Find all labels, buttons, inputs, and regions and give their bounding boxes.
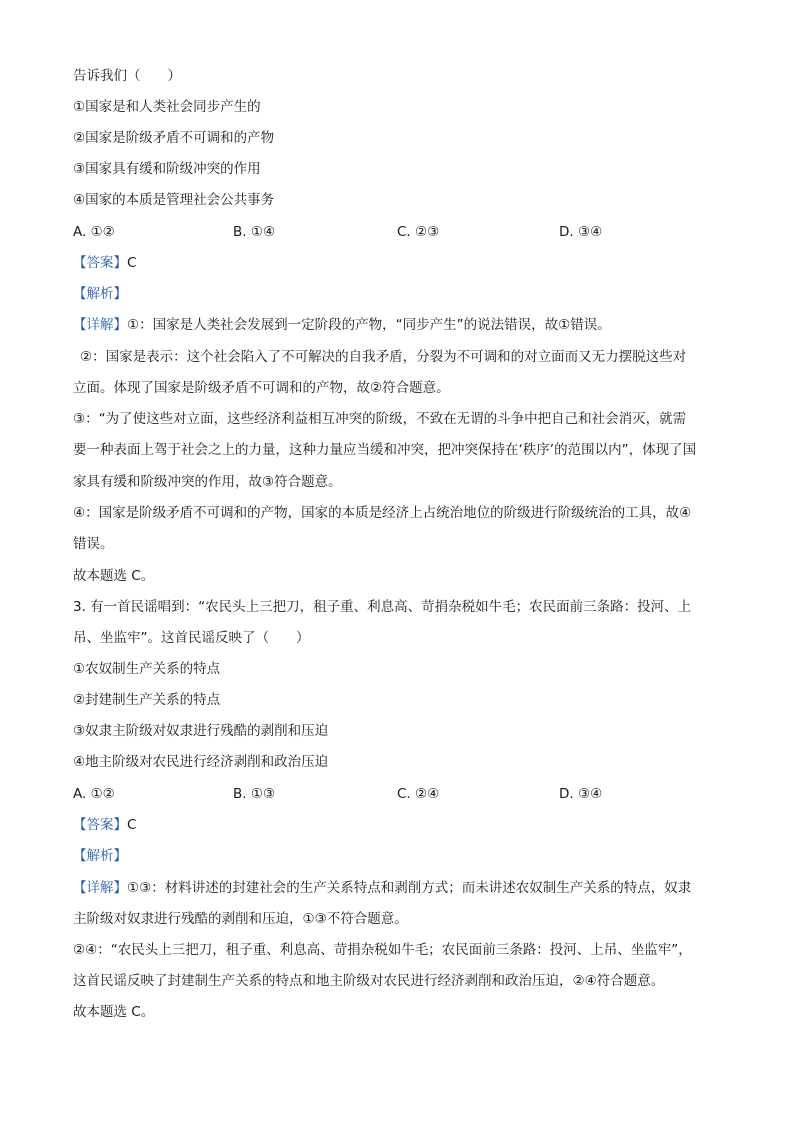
q3-stem-line-2: 吊、坐监牢”。这首民谣反映了（ ） bbox=[73, 630, 310, 646]
q2-conclusion: 故本题选 C。 bbox=[73, 568, 155, 584]
q3-answer-value: C bbox=[127, 817, 137, 833]
q2-stem-tail: 告诉我们（ ） bbox=[73, 68, 181, 84]
q3-item-1: ①农奴制生产关系的特点 bbox=[73, 661, 221, 677]
q3-analysis-label: 【解析】 bbox=[73, 848, 127, 864]
q2-detail-label: 【详解】 bbox=[73, 317, 127, 333]
q2-analysis-label: 【解析】 bbox=[73, 286, 127, 302]
q3-detail-line-1: 【详解】①③：材料讲述的封建社会的生产关系特点和剥削方式；而未讲述农奴制生产关系的特点，奴隶 bbox=[73, 880, 692, 896]
q2-answer bbox=[73, 253, 733, 273]
q2-item-2: ②国家是阶级矛盾不可调和的产物 bbox=[73, 130, 275, 146]
q3-detail-label: 【详解】 bbox=[73, 880, 127, 896]
q3-item-4: ④地主阶级对农民进行经济剥削和政治压迫 bbox=[73, 754, 329, 770]
q3-option-c: C. ②④ bbox=[397, 786, 440, 802]
q3-answer-label: 【答案】 bbox=[73, 817, 127, 833]
q2-answer-label: 【答案】 bbox=[73, 255, 127, 271]
q2-detail-line-5: 要一种表面上驾于社会之上的力量，这种力量应当缓和冲突，把冲突保持在‘秩序’的范围以内”，体现了国 bbox=[73, 442, 697, 458]
q2-item-1: ①国家是和人类社会同步产生的 bbox=[73, 99, 261, 115]
q3-option-a: A. ①② bbox=[73, 786, 115, 802]
q3-detail-line-2: 主阶级对奴隶进行残酷的剥削和压迫，①③不符合题意。 bbox=[73, 911, 408, 927]
q3-item-3: ③奴隶主阶级对奴隶进行残酷的剥削和压迫 bbox=[73, 723, 329, 739]
q2-detail-line-2: ②：国家是表示：这个社会陷入了不可解决的自我矛盾，分裂为不可调和的对立面而又无力摆脱这些对 bbox=[80, 349, 687, 365]
q2-option-d: D. ③④ bbox=[559, 224, 603, 240]
q2-option-b: B. ①④ bbox=[233, 224, 276, 240]
q3-detail-line-3: ②④：“农民头上三把刀，租子重、利息高、苛捐杂税如牛毛；农民面前三条路：投河、上吊、坐监牢”， bbox=[73, 942, 692, 958]
q2-option-c: C. ②③ bbox=[397, 224, 440, 240]
q3-stem-line-1: 3. 有一首民谣唱到：“农民头上三把刀，租子重、利息高、苛捐杂税如牛毛；农民面前三条路：投河、上 bbox=[73, 599, 692, 615]
q2-option-a: A. ①② bbox=[73, 224, 115, 240]
q3-options bbox=[73, 784, 733, 804]
q2-detail-line-3: 立面。体现了国家是阶级矛盾不可调和的产物，故②符合题意。 bbox=[73, 380, 450, 396]
q2-detail-line-8: 错误。 bbox=[73, 536, 114, 552]
q3-option-d: D. ③④ bbox=[559, 786, 603, 802]
q2-options bbox=[73, 222, 733, 242]
q3-detail-line-4: 这首民谣反映了封建制生产关系的特点和地主阶级对农民进行经济剥削和政治压迫，②④符合题意。 bbox=[73, 973, 665, 989]
q2-item-4: ④国家的本质是管理社会公共事务 bbox=[73, 192, 275, 208]
q3-item-2: ②封建制生产关系的特点 bbox=[73, 692, 221, 708]
q2-detail-line-4: ③：“为了使这些对立面，这些经济利益相互冲突的阶级，不致在无谓的斗争中把自己和社会消灭，就需 bbox=[73, 411, 687, 427]
q2-item-3: ③国家具有缓和阶级冲突的作用 bbox=[73, 161, 261, 177]
q2-detail-line-7: ④：国家是阶级矛盾不可调和的产物，国家的本质是经济上占统治地位的阶级进行阶级统治的工具，故④ bbox=[73, 505, 692, 521]
q2-answer-value: C bbox=[127, 255, 137, 271]
q2-detail-line-1: 【详解】①：国家是人类社会发展到一定阶段的产物，“同步产生”的说法错误，故①错误。 bbox=[73, 317, 611, 333]
q3-answer bbox=[73, 815, 733, 835]
q3-conclusion: 故本题选 C。 bbox=[73, 1004, 155, 1020]
q2-detail-line-6: 家具有缓和阶级冲突的作用，故③符合题意。 bbox=[73, 474, 342, 490]
q3-option-b: B. ①③ bbox=[233, 786, 276, 802]
